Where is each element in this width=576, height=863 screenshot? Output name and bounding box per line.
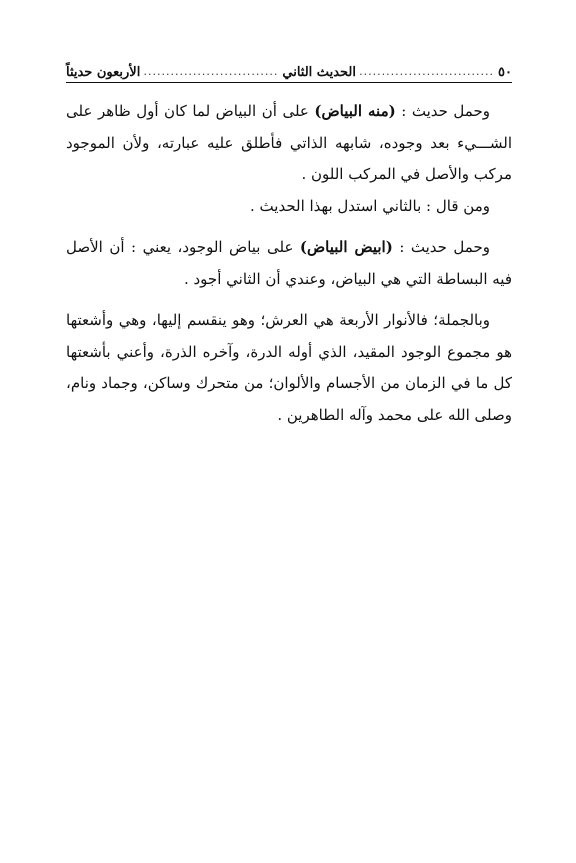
paragraph: وحمل حديث : (ابيض البياض) على بياض الوجود، يعني : أن الأصل فيه البساطة التي هي البياض، وعندي أن الثاني أجود . [66, 238, 512, 288]
quoted-term: (ابيض البياض) [299, 238, 393, 256]
page-number: ٥٠ [498, 65, 512, 80]
paragraph: ومن قال : بالثاني استدل بهذا الحديث . [250, 196, 490, 215]
body-text [66, 96, 512, 431]
header-dot-leader [360, 66, 494, 77]
book-title: الأربعون حديثاً [65, 65, 141, 80]
section-title: الحديث الثاني [282, 65, 356, 80]
paragraph: وبالجملة؛ فالأنوار الأربعة هي العرش؛ وهو ينقسم إليها، وهي وأشعتها هو مجموع الوجود المقيد، الذي أوله الدرة، وآخره الذرة، وأعني بأشعتها كل ما في الزمان من الأجسام والألوان؛ من متحرك وساكن، وجماد ونام، وصلى الله على محمد وآله الطاهرين . [66, 311, 512, 424]
header-dot-leader [144, 66, 278, 77]
running-header [66, 60, 512, 80]
header-rule [66, 82, 512, 83]
quoted-term: (منه البياض) [314, 102, 396, 120]
paragraph: وحمل حديث : (منه البياض) على أن البياض لما كان أول ظاهر على الشـــيء بعد وجوده، شابهه الذاتي فأطلق عليه عبارته، ولأن الموجود مركب والأصل في المركب اللون . [66, 102, 512, 183]
